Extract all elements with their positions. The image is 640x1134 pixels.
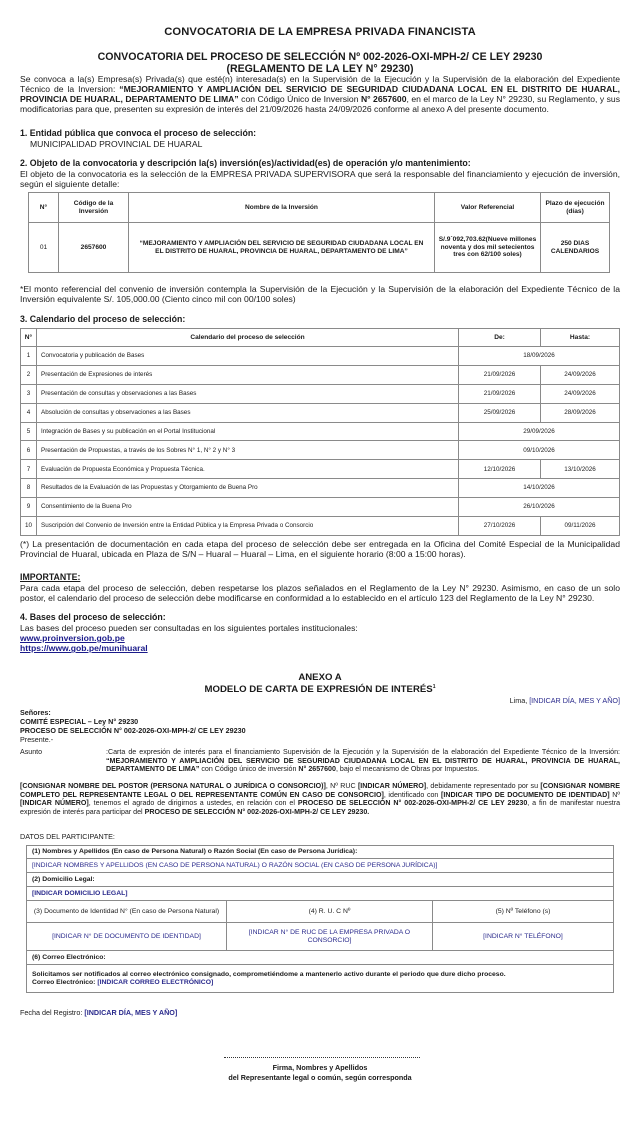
section-4-text: Las bases del proceso pueden ser consultadas en los siguientes portales institucionales: [20,622,358,633]
cal-cell-n: 3 [21,384,37,403]
field-phone-value[interactable]: [INDICAR N° TELÉFONO] [433,923,614,951]
important-section [20,572,620,603]
table-row [21,498,620,517]
field-name-label: (1) Nombres y Apellidos (En caso de Persona Natural) o Razón Social (En caso de Persona Jurídica): [27,846,614,859]
annex-presente: Presente.- [20,735,54,744]
field-email-block [27,965,614,993]
important-text: Para cada etapa del proceso de selección, deben respetarse los plazos señalados en el Reglamento de la Ley N° 29230. Asimismo, en caso de un solo postor, el calendario del proceso de selección debe modificarse en conformidad a lo establecido en el artículo 123 del Reglamento de la Ley N° 29230. [20,582,620,603]
participant-table [26,845,614,993]
calendar-table [20,328,620,536]
annex-body-process-2: PROCESO DE SELECCIÓN N° 002-2026-OXI-MPH-2/ CE LEY 29230. [144,807,370,816]
annex-body-process-1: PROCESO DE SELECCIÓN N° 002-2026-OXI-MPH-2/ CE LEY 29230 [297,799,528,808]
cal-cell-date: 18/09/2026 [459,347,620,366]
intro-code: N° 2657600 [360,94,407,105]
col-header-term: Plazo de ejecución (días) [541,193,610,223]
calendar-table-wrap [20,328,620,536]
calendar-table-header [21,329,620,347]
section-2-heading: 2. Objeto de la convocatoria y descripción la(s) inversión(es)/actividad(es) de operación y/o mantenimiento: [20,158,471,168]
annex-body-t4: Nº [609,790,620,799]
cell-code: 2657600 [59,223,129,273]
cell-value-amount: S/.9´092,703.62 [438,235,486,243]
annex-place-date [20,697,620,706]
section-1-value: MUNICIPALIDAD PROVINCIAL DE HUARAL [30,138,203,149]
intro-project-name: “MEJORAMIENTO Y AMPLIACIÓN DEL SERVICIO DE SEGURIDAD CIUDADANA LOCAL EN EL DISTRITO DE HUARAL, PROVINCIA DE HUARAL, DEPARTAMENTO DE LIMA” [20,84,620,105]
cal-cell-from: 21/09/2026 [459,384,541,403]
cal-cell-date: 14/10/2026 [459,479,620,498]
field-id-value[interactable]: [INDICAR N° DE DOCUMENTO DE IDENTIDAD] [27,923,227,951]
annex-asunto-text [106,748,620,774]
cal-header-to: Hasta: [541,329,620,347]
table-row [21,365,620,384]
annex-postor-placeholder: [CONSIGNAR NOMBRE DEL POSTOR (PERSONA NATURAL O JURÍDICA O CONSORCIO)] [20,782,326,790]
cal-header-stage: Calendario del proceso de selección [37,329,459,347]
section-2-text: El objeto de la convocatoria es la selección de la EMPRESA PRIVADA SUPERVISORA que será la responsable del financiamiento y ejecución de inversión, según el siguiente detalle: [20,168,620,189]
main-title: CONVOCATORIA DE LA EMPRESA PRIVADA FINANCISTA [164,26,476,38]
signature-label-2: del Representante legal o común, según corresponda [228,1072,412,1082]
cal-cell-to: 28/09/2026 [541,403,620,422]
process-title-line2: (REGLAMENTO DE LA LEY N° 29230) [226,62,414,75]
field-phone-label: (5) Nº Teléfono (s) [433,901,614,923]
annex-footnote-mark: 1 [432,684,436,691]
cal-cell-n: 6 [21,441,37,460]
col-header-value: Valor Referencial [435,193,541,223]
section-3-heading [20,314,620,325]
cal-cell-n: 4 [21,403,37,422]
annex-ruc-placeholder: [INDICAR NÚMERO] [357,782,427,790]
table-row [21,403,620,422]
section-1-heading: 1. Entidad pública que convoca el proceso de selección: [20,128,257,138]
col-header-n: N° [29,193,59,223]
field-ruc-label: (4) R. U. C Nº [227,901,433,923]
field-email-label: (6) Correo Electrónico: [27,951,614,965]
process-title-line1: CONVOCATORIA DEL PROCESO DE SELECCIÓN Nº 002-2026-OXI-MPH-2/ CE LEY 29230 [97,51,543,63]
table-row [21,422,620,441]
munihuaral-link[interactable]: https://www.gob.pe/munihuaral [20,643,148,654]
investment-table-header [29,193,610,223]
cal-cell-stage: Presentación de Expresiones de interés [37,365,459,384]
table-row [21,441,620,460]
cal-cell-stage: Suscripción del Convenio de Inversión entre la Entidad Pública y la Empresa Privada o Consorcio [37,517,459,536]
table-row [21,517,620,536]
cal-cell-date: 29/09/2026 [459,422,620,441]
field-id-label: (3) Documento de Identidad N° (En caso de Persona Natural) [27,901,227,923]
annex-body-t3: , identificado con [383,790,442,799]
col-header-name: Nombre de la Inversión [129,193,435,223]
cal-cell-n: 1 [21,347,37,366]
cal-cell-n: 9 [21,498,37,517]
registration-date [20,1009,620,1018]
section-2 [20,158,620,189]
cal-cell-n: 7 [21,460,37,479]
cal-header-n: N° [21,329,37,347]
cal-cell-stage: Presentación de Propuestas, a través de los Sobres N° 1, N° 2 y N° 3 [37,441,459,460]
investment-table [28,192,610,273]
cell-value-words: (Nueve millones noventa y dos mil setecientos tres con 62/100 soles) [440,235,537,259]
cal-header-from: De: [459,329,541,347]
field-address-label: (2) Domicilio Legal: [27,873,614,887]
col-header-code: Código de la Inversión [59,193,129,223]
cell-value [435,223,541,273]
registration-date-label: Fecha del Registro: [20,1008,85,1017]
signature-line [224,1057,420,1058]
field-email-text: Solicitamos ser notificados al correo electrónico consignado, comprometiéndome a mantenerlo activo durante el periodo que dure dicho proceso. [32,970,506,978]
cal-cell-date: 09/10/2026 [459,441,620,460]
section-3-heading-text: 3. Calendario del proceso de selección: [20,314,186,324]
annex-senores: Señores: [20,708,51,717]
cal-cell-n: 10 [21,517,37,536]
field-email-mail-label: Correo Electrónico: [32,978,98,986]
cal-cell-date: 26/10/2026 [459,498,620,517]
section-1 [20,128,620,149]
intro-text-3: , en el marco de la Ley N° 29230, su Reglamento, y sus modificatorias para que, presenten su expresión de interés del 21/09/2026 hasta 24/09/2026 conforme al anexo A del presente documento. [20,94,620,115]
table-row [21,460,620,479]
investment-table-wrap [28,192,610,273]
annex-representative-placeholder: [CONSIGNAR NOMBRE COMPLETO DEL REPRESENTANTE LEGAL O DEL REPRESENTANTE COMÚN EN CASO DE CONSORCIO] [20,782,620,799]
participant-table-wrap [26,845,614,993]
annex-asunto-a: :Carta de expresión de interés para el financiamiento Supervisión de la Ejecución y la Supervisión de la elaboración del Expediente Técnico de la Inversión: [106,748,620,756]
cal-cell-stage: Consentimiento de la Buena Pro [37,498,459,517]
annex-asunto-project: “MEJORAMIENTO Y AMPLIACIÓN DEL SERVICIO DE SEGURIDAD CIUDADANA LOCAL EN EL DISTRITO DE HUARAL, PROVINCIA DE HUARAL, DEPARTAMENTO DE LIMA” [106,756,620,774]
cal-cell-to: 24/09/2026 [541,365,620,384]
important-heading: IMPORTANTE: [20,572,81,582]
registration-date-placeholder: [INDICAR DÍA, MES Y AÑO] [84,1008,178,1017]
table-row [29,223,610,273]
cal-cell-stage: Resultados de la Evaluación de las Propuestas y Otorgamiento de Buena Pro [37,479,459,498]
cell-n: 01 [29,223,59,273]
field-address-value[interactable]: [INDICAR DOMICILIO LEGAL] [27,887,614,901]
annex-asunto-label: Asunto [20,748,43,756]
annex-place: Lima, [509,696,530,705]
cal-cell-n: 8 [21,479,37,498]
annex-proceso: PROCESO DE SELECCIÓN N° 002-2026-OXI-MPH-2/ CE LEY 29230 [20,726,246,735]
cal-cell-stage: Absolución de consultas y observaciones a las Bases [37,403,459,422]
annex-title [20,672,620,697]
process-title [20,52,620,76]
annex-body-t5: , tenemos el agrado de dirigirnos a ustedes, en relación con el [88,799,298,808]
annex-asunto [20,748,620,774]
section-2-note: *El monto referencial del convenio de inversión contempla la Supervisión de la Ejecución y la Supervisión de la elaboración del Expediente Técnico de la Inversión equivalente S/. 105,000.00 (Ciento cinco mil con 00/100 soles) [20,284,620,305]
cal-cell-n: 5 [21,422,37,441]
annex-body-t6: , a fin de manifestar nuestra expresión de interés para participar del [20,799,621,816]
cal-cell-from: 25/09/2026 [459,403,541,422]
annex-title-2-text: MODELO DE CARTA DE EXPRESIÓN DE INTERÉS [204,684,433,696]
cal-cell-stage: Integración de Bases y su publicación en el Portal Institucional [37,422,459,441]
annex-body-t2: , debidamente representado por su [426,782,541,790]
annex-asunto-c: , bajo el mecanismo de Obras por Impuestos. [335,765,480,774]
intro-paragraph [20,74,620,115]
annex-body-t1: , Nº RUC [325,782,358,790]
annex-addressee [20,708,620,744]
signature-block [20,1063,620,1082]
proinversion-link[interactable]: www.proinversion.gob.pe [20,632,125,643]
cal-cell-to: 24/09/2026 [541,384,620,403]
intro-text-1: Se convoca a la(s) Empresa(s) Privada(s) que esté(n) interesada(s) en la Supervisión de la Ejecución y la Supervisión de la elaboración del Expediente Técnico de la Inversion: [20,74,620,95]
cal-cell-stage: Presentación de consultas y observaciones a las Bases [37,384,459,403]
cal-cell-stage: Convocatoria y publicación de Bases [37,347,459,366]
cal-cell-to: 13/10/2026 [541,460,620,479]
annex-asunto-b: con Código único de inversión [199,765,299,774]
annex-comite: COMITÉ ESPECIAL – Ley N° 29230 [20,717,139,726]
annex-doc-number-placeholder: [INDICAR NÚMERO] [20,799,89,808]
field-name-value[interactable]: [INDICAR NOMBRES Y APELLIDOS (EN CASO DE PERSONA NATURAL) O RAZÓN SOCIAL (EN CASO DE PERSONA JURÍDICA)] [27,859,614,873]
cell-term: 250 DIAS CALENDARIOS [541,223,610,273]
cell-name: “MEJORAMIENTO Y AMPLIACIÓN DEL SERVICIO DE SEGURIDAD CIUDADANA LOCAL EN EL DISTRITO DE HUARAL, PROVINCIA DE HUARAL, DEPARTAMENTO DE LIMA” [129,223,435,273]
annex-doc-type-placeholder: [INDICAR TIPO DE DOCUMENTO DE IDENTIDAD] [441,790,610,799]
section-4-heading: 4. Bases del proceso de selección: [20,612,166,622]
section-4 [20,612,620,653]
field-email-value[interactable]: [INDICAR CORREO ELECTRÓNICO] [97,978,214,986]
cal-cell-n: 2 [21,365,37,384]
cal-cell-from: 21/09/2026 [459,365,541,384]
annex-datos-heading: DATOS DEL PARTICIPANTE: [20,832,115,841]
table-row [21,384,620,403]
cal-cell-to: 09/11/2026 [541,517,620,536]
annex-title-1: ANEXO A [298,672,342,683]
cal-cell-stage: Evaluación de Propuesta Económica y Propuesta Técnica. [37,460,459,479]
table-row [21,479,620,498]
annex-asunto-code: N° 2657600 [298,765,336,774]
intro-text-2: con Código Único de Inversion [238,94,361,105]
table-row [21,347,620,366]
field-ruc-value[interactable]: [INDICAR N° DE RUC DE LA EMPRESA PRIVADA O CONSORCIO] [227,923,433,951]
section-3-note: (*) La presentación de documentación en cada etapa del proceso de selección debe ser entregada en la Oficina del Comité Especial de la Municipalidad Provincial de Huaral, ubicada en Plaza de S/N – Huaral – Huaral – Lima, en el siguiente horario (8:00 a 15:00 horas). [20,539,620,560]
signature-label-1: Firma, Nombres y Apellidos [272,1063,368,1072]
annex-body [20,782,620,817]
cal-cell-from: 27/10/2026 [459,517,541,536]
annex-date-placeholder: [INDICAR DÍA, MES Y AÑO] [529,696,620,705]
cal-cell-from: 12/10/2026 [459,460,541,479]
